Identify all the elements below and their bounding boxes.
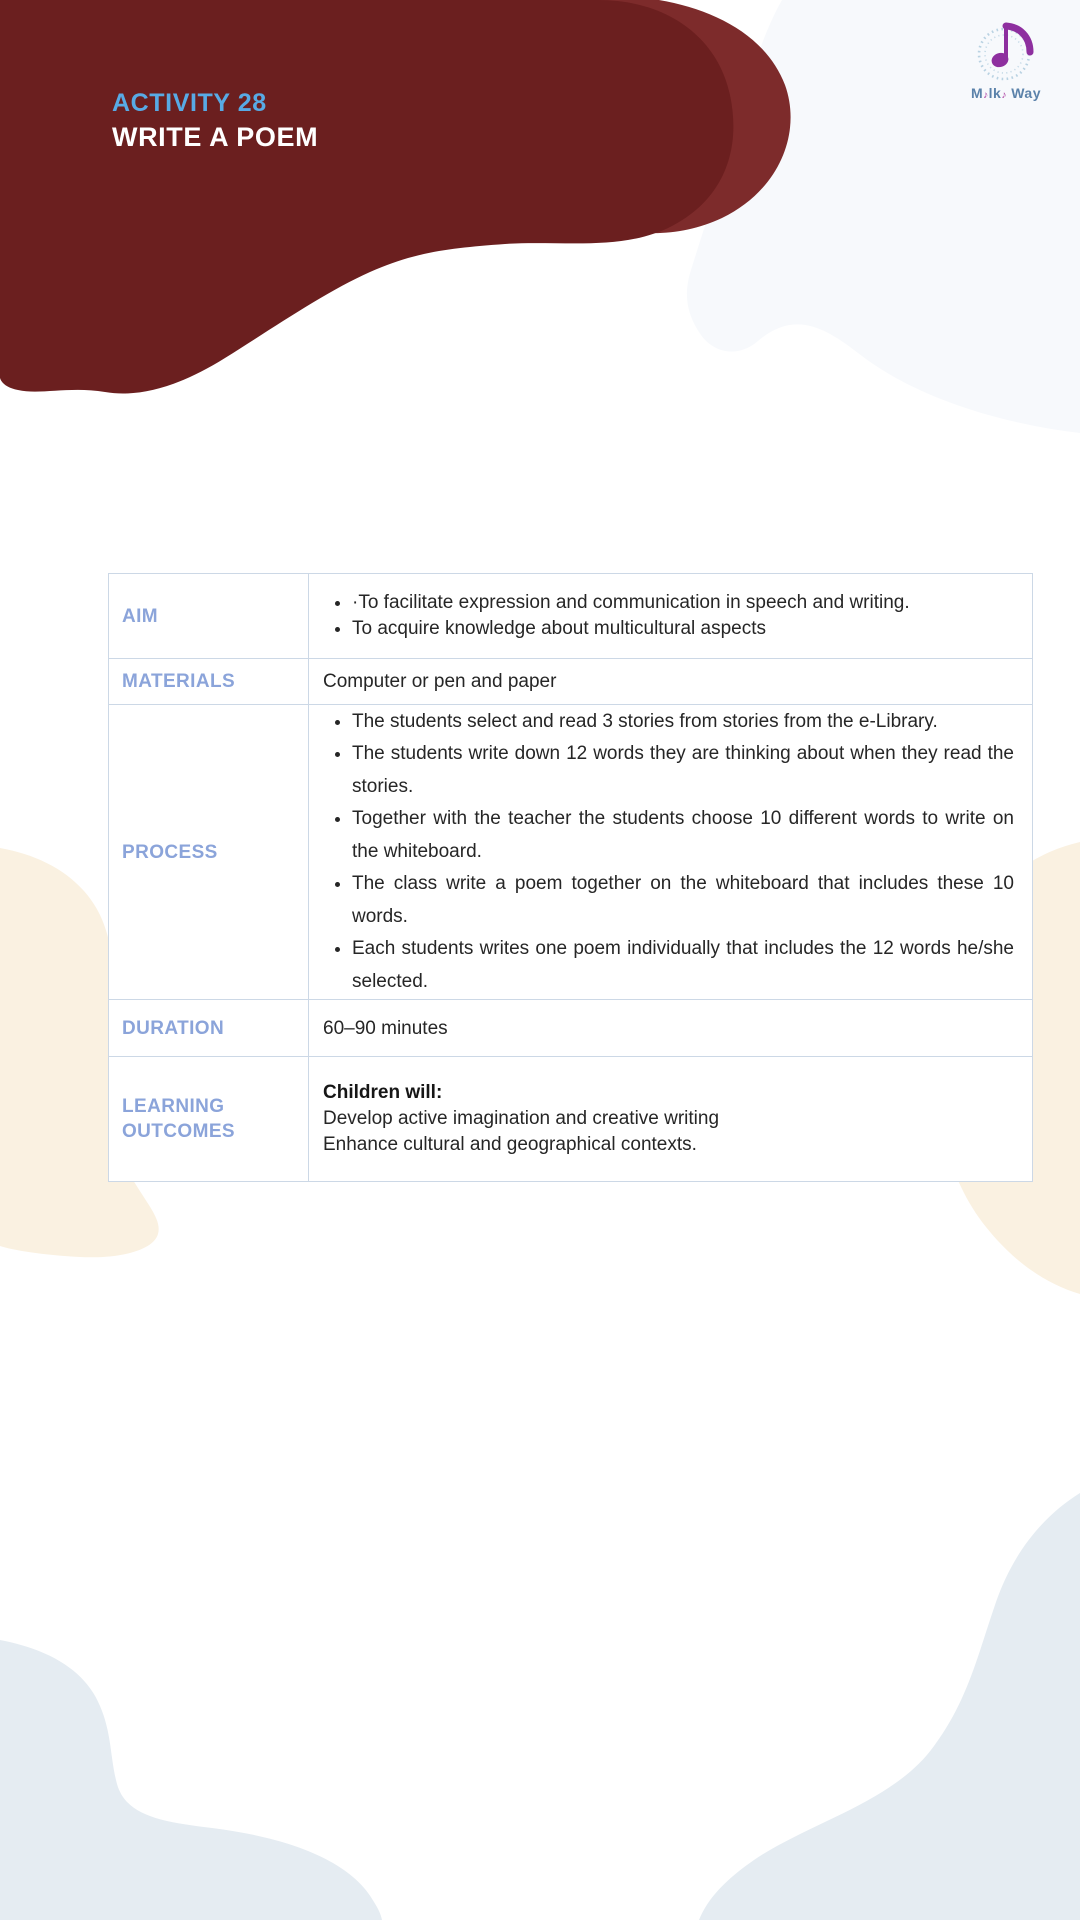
aim-label: AIM [109, 574, 309, 659]
materials-text: Computer or pen and paper [323, 671, 557, 692]
gray-bottom-left-blob [0, 1640, 382, 1920]
duration-content [309, 1000, 1033, 1057]
gray-bottom-right-blob [699, 1493, 1080, 1920]
logo-brand-text: M♪lk♪ Way [970, 85, 1042, 101]
aim-bullet-list [323, 590, 1014, 642]
process-bullet-item: • Each students writes one poem individually that includes the 12 words he/she selected. [352, 933, 1014, 998]
music-note-flag-icon [1006, 26, 1030, 52]
aim-bullet-item: • ·To facilitate expression and communication in speech and writing. [352, 590, 1014, 616]
process-bullet-list [323, 706, 1014, 999]
process-bullet-item: • The class write a poem together on the whiteboard that includes these 10 words. [352, 868, 1014, 933]
process-bullet-item: • The students write down 12 words they are thinking about when they read the stories. [352, 738, 1014, 803]
process-bullet-item: • The students select and read 3 stories from stories from the e-Library. [352, 706, 1014, 739]
dark-red-blob [0, 0, 733, 394]
process-bullet-item: • Together with the teacher the students choose 10 different words to write on the whiteboard. [352, 803, 1014, 868]
table-row-learning-outcomes [109, 1057, 1033, 1182]
learning-outcomes-label: LEARNING OUTCOMES [109, 1057, 309, 1182]
duration-text: 60–90 minutes [323, 1017, 448, 1039]
learning-outcomes-line: Develop active imagination and creative writing [323, 1108, 720, 1129]
header-title-block [112, 88, 318, 155]
table-row-materials [109, 659, 1033, 705]
page-title: WRITE A POEM [112, 122, 319, 152]
activity-number-label: ACTIVITY 28 [112, 89, 267, 117]
table-row-duration [109, 1000, 1033, 1057]
materials-content [309, 659, 1033, 705]
table-row-process [109, 705, 1033, 1000]
learning-outcomes-content [309, 1057, 1033, 1182]
learning-outcomes-line: Enhance cultural and geographical contexts. [323, 1134, 697, 1155]
process-label: PROCESS [109, 705, 309, 1000]
aim-bullet-item: • To acquire knowledge about multicultural aspects [352, 616, 1014, 642]
materials-label: MATERIALS [109, 659, 309, 705]
process-content [309, 705, 1033, 1000]
milky-way-logo [960, 16, 1052, 106]
table-row-aim [109, 574, 1033, 659]
activity-table [108, 573, 1033, 1182]
aim-content [309, 574, 1033, 659]
duration-label: DURATION [109, 1000, 309, 1057]
learning-outcomes-heading: Children will: [323, 1082, 443, 1103]
